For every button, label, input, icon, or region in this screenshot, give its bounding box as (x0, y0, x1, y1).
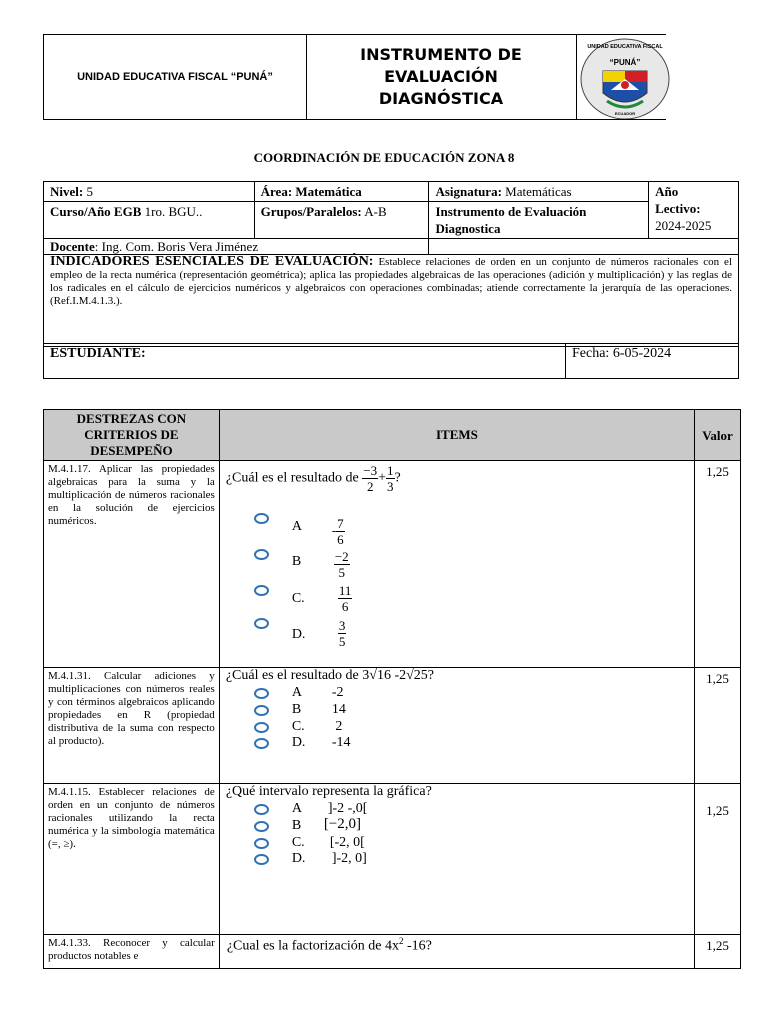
table-row (44, 935, 741, 969)
indicadores-cell (44, 255, 739, 347)
option-letter: A (291, 801, 302, 816)
indicadores-body: Establece relaciones de orden en un conjunto de números racionales con el empleo de la recta numérica (representación geométrica); aplica las propiedades algebraicas de las operaciones (adición y multiplicación) y las reglas de los radicales en el cálculo de ejercicios numéricos y algebraicos con operaciones combinadas; atiende correctamente la jerarquía de las operaciones. (Ref.I.M.4.1.3.). (50, 256, 732, 307)
option-value: [−2,0] (323, 816, 362, 832)
school-name: UNIDAD EDUCATIVA FISCAL “PUNÁ” (44, 35, 307, 119)
anio-label-2: Lectivo: (655, 201, 701, 216)
option-letter: B (291, 818, 302, 833)
item-cell (219, 784, 694, 935)
radio-icon[interactable] (254, 838, 269, 849)
question-text (221, 936, 693, 955)
curso-value: 1ro. BGU.. (141, 204, 203, 219)
option-letter: D. (291, 851, 306, 866)
fraction-den: 2 (366, 479, 374, 494)
logo-bottom-text: ECUADOR (614, 111, 636, 116)
divider (565, 344, 566, 378)
option-letter: C. (291, 835, 305, 850)
radio-icon[interactable] (254, 854, 269, 865)
option-value: -14 (331, 735, 351, 750)
option-value (338, 618, 347, 649)
radio-icon[interactable] (254, 722, 269, 733)
area-cell (254, 182, 429, 202)
option-value (334, 549, 350, 580)
logo-mid-text: “PUNÁ” (609, 58, 641, 67)
option-value: ]-2 -,0[ (327, 801, 368, 816)
student-row (43, 343, 739, 379)
option-letter: C. (291, 591, 305, 606)
valor-cell: 1,25 (695, 935, 741, 969)
radio-icon[interactable] (254, 585, 269, 596)
table-row (44, 668, 741, 784)
table-row (44, 784, 741, 935)
question-suffix: ? (394, 470, 401, 486)
exponent: 2 (399, 936, 404, 946)
fraction-num: 1 (387, 463, 394, 478)
question-prefix: ¿Cuál es el resultado de (225, 470, 363, 486)
valor-cell: 1,25 (695, 668, 741, 784)
option-value: [-2, 0[ (329, 835, 365, 850)
option-value: ]-2, 0] (331, 851, 367, 866)
indicadores-text (50, 255, 732, 308)
curso-label: Curso/Año EGB (50, 204, 142, 219)
indicadores-label: INDICADORES ESENCIALES DE EVALUACIÓN: (50, 254, 374, 269)
option-value (338, 583, 353, 614)
docente-cell (44, 239, 429, 255)
fraction-den: 5 (338, 565, 345, 580)
destreza-cell: M.4.1.17. Aplicar las propiedades algebraicas para la suma y la multiplicación de números racionales en la solución de ejercicios numéricos. (44, 461, 220, 668)
fraction-den: 6 (341, 599, 349, 614)
document-header (43, 34, 666, 120)
destreza-cell: M.4.1.33. Reconocer y calcular productos notables e (44, 935, 220, 969)
option-value: -2 (331, 685, 344, 700)
radio-icon[interactable] (254, 804, 269, 815)
item-cell (219, 935, 694, 969)
radio-icon[interactable] (254, 705, 269, 716)
col-items-header: ITEMS (219, 410, 694, 461)
option-letter: C. (291, 719, 305, 734)
col-destrezas-header: DESTREZAS CON CRITERIOS DE DESEMPEÑO (44, 410, 220, 461)
question-text (226, 463, 401, 494)
radio-icon[interactable] (254, 821, 269, 832)
instrumento-cell (429, 202, 649, 239)
asignatura-cell (429, 182, 649, 202)
fraction (334, 549, 350, 580)
fecha: Fecha: 6-05-2024 (572, 346, 672, 361)
asignatura-value: Matemáticas (501, 184, 572, 199)
anio-label-1: Año (655, 184, 679, 199)
evaluation-table (43, 409, 741, 969)
fraction-num: 3 (338, 618, 346, 633)
asignatura-label: Asignatura: (435, 184, 502, 199)
grupos-label: Grupos/Paralelos: (260, 204, 362, 219)
option-letter: B (291, 554, 302, 569)
fraction-num: 7 (337, 516, 344, 531)
fraction-den: 3 (387, 479, 394, 494)
valor-cell: 1,25 (695, 461, 741, 668)
radio-icon[interactable] (254, 618, 269, 629)
fraction (338, 583, 353, 614)
school-logo (577, 35, 665, 119)
fraction (336, 516, 345, 547)
docente-empty-cell (429, 239, 739, 255)
title-line-2: EVALUACIÓN (384, 67, 498, 86)
radio-icon[interactable] (254, 549, 269, 560)
estudiante-label: ESTUDIANTE: (50, 346, 146, 361)
title-line-1: INSTRUMENTO DE (360, 45, 522, 64)
fraction (386, 463, 395, 494)
nivel-label: Nivel: (50, 184, 84, 199)
info-table (43, 181, 739, 347)
docente-value: : Ing. Com. Boris Vera Jiménez (94, 239, 259, 254)
option-letter: A (291, 519, 302, 534)
curso-cell (44, 202, 255, 239)
plus-sign: + (378, 470, 387, 486)
fraction (338, 618, 347, 649)
item-cell (219, 668, 694, 784)
docente-label: Docente (50, 239, 95, 254)
question-prefix: ¿Cual es la factorización de 4x (226, 938, 400, 954)
anio-cell (649, 182, 739, 239)
question-text: ¿Qué intervalo representa la gráfica? (225, 784, 432, 799)
title-line-3: DIAGNÓSTICA (378, 89, 504, 108)
table-row (44, 461, 741, 668)
option-sign: - (331, 522, 337, 538)
fraction-den: 5 (338, 634, 346, 649)
question-text: ¿Cuál es el resultado de 3√16 -2√25? (225, 668, 435, 683)
nivel-value: 5 (83, 184, 93, 199)
destreza-cell: M.4.1.31. Calcular adiciones y multiplicaciones con números reales y con términos algebraicos aplicando propiedades en R (propiedad distributiva de la suma con respecto al producto). (44, 668, 220, 784)
option-letter: A (291, 685, 302, 700)
option-value: 2 (331, 719, 343, 734)
fraction-num: 11 (338, 583, 352, 598)
grupos-value: A-B (361, 204, 387, 219)
question-suffix: -16? (403, 938, 432, 954)
logo-top-text: UNIDAD EDUCATIVA FISCAL (587, 44, 663, 50)
document-title (306, 35, 577, 119)
option-letter: B (291, 702, 302, 717)
radio-icon[interactable] (254, 688, 269, 699)
col-valor-header: Valor (695, 410, 741, 461)
valor-cell: 1,25 (695, 784, 741, 935)
option-value: 14 (331, 702, 346, 717)
nivel-cell (44, 182, 255, 202)
option-letter: D. (291, 627, 306, 642)
coordination-title: COORDINACIÓN DE EDUCACIÓN ZONA 8 (253, 150, 515, 165)
radio-icon[interactable] (254, 738, 269, 749)
grupos-cell (254, 202, 429, 239)
fraction-num: −2 (334, 549, 349, 564)
fraction-num: −3 (363, 463, 378, 478)
destreza-cell: M.4.1.15. Establecer relaciones de orden en un conjunto de números racionales utilizando la recta numérica y la simbología matemática (=, ≥). (44, 784, 220, 935)
instrumento-label: Instrumento de Evaluación Diagnostica (435, 204, 587, 236)
option-value (332, 516, 345, 547)
radio-icon[interactable] (254, 513, 269, 524)
option-letter: D. (291, 735, 306, 750)
fraction (362, 463, 378, 494)
item-cell (219, 461, 694, 668)
area-label: Área: Matemática (260, 184, 362, 199)
fraction-den: 6 (337, 532, 344, 547)
anio-value: 2024-2025 (655, 218, 712, 233)
